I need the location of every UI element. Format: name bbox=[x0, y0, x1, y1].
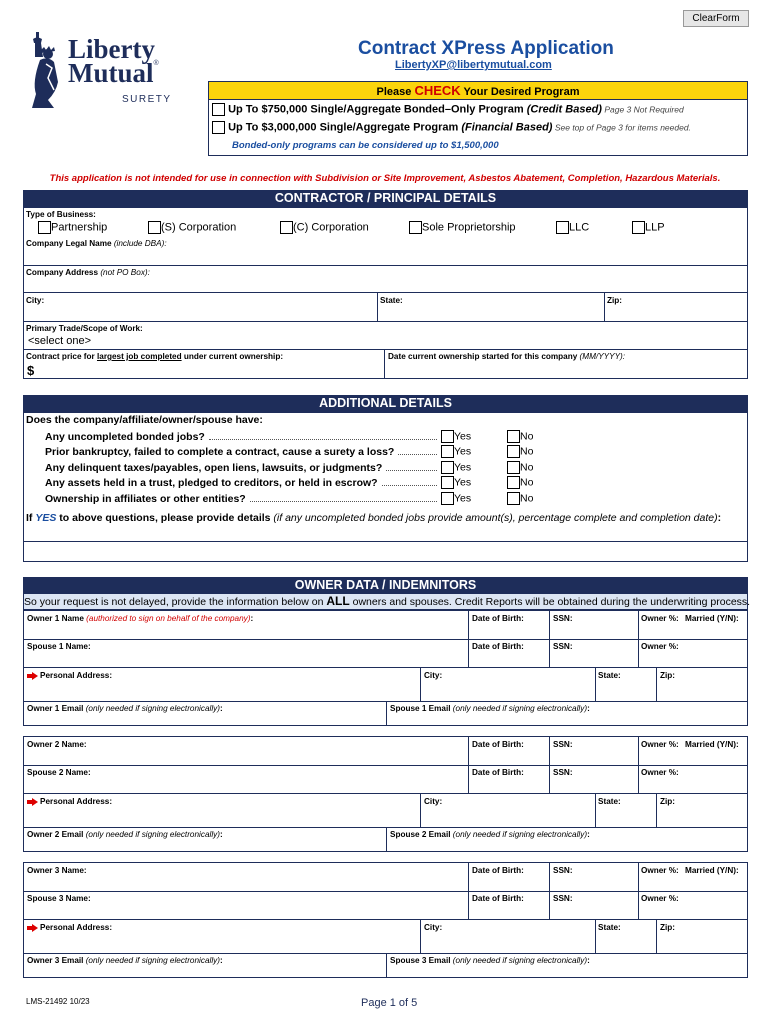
liberty-mutual-logo bbox=[24, 30, 172, 110]
owner-state-field[interactable]: State: bbox=[598, 671, 621, 680]
spouse-ssn-field[interactable]: SSN: bbox=[553, 894, 573, 903]
owner-married-field[interactable]: Married (Y/N): bbox=[685, 740, 739, 749]
owner-email-field[interactable]: Owner 1 Email (only needed if signing electronically): bbox=[27, 704, 223, 713]
checkbox-program-3m[interactable] bbox=[212, 121, 225, 134]
question-row bbox=[45, 459, 545, 474]
personal-address-field[interactable]: Personal Address: bbox=[27, 671, 112, 680]
owner-married-field[interactable]: Married (Y/N): bbox=[685, 866, 739, 875]
question-text: Any uncompleted bonded jobs? bbox=[45, 431, 441, 443]
spouse-ssn-field[interactable]: SSN: bbox=[553, 768, 573, 777]
checkbox-yes[interactable] bbox=[441, 492, 454, 505]
red-arrow-icon bbox=[27, 798, 38, 806]
answer-yes[interactable]: Yes bbox=[441, 492, 507, 505]
owner-dob-field[interactable]: Date of Birth: bbox=[472, 614, 524, 623]
owner-state-field[interactable]: State: bbox=[598, 923, 621, 932]
logo-mutual-text: Mutual bbox=[68, 58, 154, 88]
legal-name-field[interactable]: Company Legal Name (include DBA): bbox=[26, 239, 167, 248]
disclaimer: This application is not intended for use in connection with Subdivision or Site Improvement, Asbestos Abatement, Completion, Hazardous Materials. bbox=[49, 173, 721, 184]
contact-email-link[interactable]: LibertyXP@libertymutual.com bbox=[395, 59, 552, 71]
owner-married-field[interactable]: Married (Y/N): bbox=[685, 614, 739, 623]
owner-email-field[interactable]: Owner 2 Email (only needed if signing electronically): bbox=[27, 830, 223, 839]
spouse-name-field[interactable]: Spouse 3 Name: bbox=[27, 894, 91, 903]
program-option-3m[interactable]: Up To $3,000,000 Single/Aggregate Program (Financial Based) See top of Page 3 for items needed. bbox=[212, 121, 691, 134]
question-row bbox=[45, 474, 545, 489]
owner-email-field[interactable]: Owner 3 Email (only needed if signing electronically): bbox=[27, 956, 223, 965]
checkbox-llc[interactable] bbox=[556, 221, 569, 234]
checkbox-yes[interactable] bbox=[441, 461, 454, 474]
business-type-llc[interactable]: LLC bbox=[556, 221, 589, 234]
bonded-only-note: Bonded-only programs can be considered up to $1,500,000 bbox=[232, 140, 499, 151]
owner-dob-field[interactable]: Date of Birth: bbox=[472, 740, 524, 749]
registered-mark: ® bbox=[153, 60, 159, 67]
answer-yes[interactable]: Yes bbox=[441, 445, 507, 458]
primary-trade-label: Primary Trade/Scope of Work: bbox=[26, 324, 143, 333]
question-text: Any assets held in a trust, pledged to creditors, or held in escrow? bbox=[45, 477, 441, 489]
largest-job-input[interactable]: $ bbox=[27, 363, 35, 378]
checkbox-program-750k[interactable] bbox=[212, 103, 225, 116]
logo-surety-text: SURETY bbox=[122, 94, 172, 105]
spouse-name-field[interactable]: Spouse 2 Name: bbox=[27, 768, 91, 777]
spouse-percent-field[interactable]: Owner %: bbox=[641, 768, 679, 777]
check-emphasis: CHECK bbox=[414, 83, 461, 98]
question-text: Ownership in affiliates or other entities? bbox=[45, 493, 441, 505]
answer-no[interactable]: No bbox=[507, 461, 533, 474]
question-text: Prior bankruptcy, failed to complete a contract, cause a surety a loss? bbox=[45, 446, 441, 458]
owner-city-field[interactable]: City: bbox=[424, 923, 443, 932]
spouse-percent-field[interactable]: Owner %: bbox=[641, 642, 679, 651]
form-code: LMS-21492 10/23 bbox=[26, 997, 90, 1006]
owner-section-note: So your request is not delayed, provide the information below on ALL owners and spouses. Credit Reports will be obtained during the underwriting process. bbox=[24, 594, 751, 608]
owner-name-field[interactable]: Owner 1 Name (authorized to sign on behalf of the company): bbox=[27, 614, 254, 623]
state-field[interactable]: State: bbox=[380, 296, 403, 305]
owner-block bbox=[23, 862, 748, 978]
owner-name-field[interactable]: Owner 2 Name: bbox=[27, 740, 87, 749]
details-input[interactable] bbox=[24, 542, 747, 561]
answer-no[interactable]: No bbox=[507, 430, 533, 443]
owner-city-field[interactable]: City: bbox=[424, 797, 443, 806]
page-title: Contract XPress Application bbox=[358, 38, 614, 59]
red-arrow-icon bbox=[27, 924, 38, 932]
answer-no[interactable]: No bbox=[507, 476, 533, 489]
owner-city-field[interactable]: City: bbox=[424, 671, 443, 680]
owner-percent-field[interactable]: Owner %: bbox=[641, 866, 679, 875]
statue-of-liberty-icon bbox=[24, 30, 68, 110]
spouse-ssn-field[interactable]: SSN: bbox=[553, 642, 573, 651]
checkbox-llp[interactable] bbox=[632, 221, 645, 234]
checkbox-sole-prop[interactable] bbox=[409, 221, 422, 234]
spouse-name-field[interactable]: Spouse 1 Name: bbox=[27, 642, 91, 651]
spouse-dob-field[interactable]: Date of Birth: bbox=[472, 894, 524, 903]
spouse-percent-field[interactable]: Owner %: bbox=[641, 894, 679, 903]
company-address-field[interactable]: Company Address (not PO Box): bbox=[26, 268, 150, 277]
business-type-s-corp[interactable]: (S) Corporation bbox=[148, 221, 236, 234]
answer-yes[interactable]: Yes bbox=[441, 461, 507, 474]
spouse-email-field[interactable]: Spouse 1 Email (only needed if signing electronically): bbox=[390, 704, 590, 713]
checkbox-no[interactable] bbox=[507, 476, 520, 489]
answer-no[interactable]: No bbox=[507, 445, 533, 458]
checkbox-yes[interactable] bbox=[441, 430, 454, 443]
answer-yes[interactable]: Yes bbox=[441, 430, 507, 443]
if-yes-instruction: If YES to above questions, please provide details (if any uncompleted bonded jobs provide amount(s), percentage complete and completion date): bbox=[26, 512, 722, 524]
owner-percent-field[interactable]: Owner %: bbox=[641, 740, 679, 749]
additional-section-header: ADDITIONAL DETAILS bbox=[23, 395, 748, 412]
clear-form-button[interactable]: ClearForm bbox=[683, 10, 749, 27]
business-type-partnership[interactable]: Partnership bbox=[38, 221, 107, 234]
question-row bbox=[45, 490, 545, 505]
spouse-email-field[interactable]: Spouse 2 Email (only needed if signing electronically): bbox=[390, 830, 590, 839]
primary-trade-select[interactable]: <select one> bbox=[28, 335, 91, 347]
page-number: Page 1 of 5 bbox=[361, 997, 418, 1009]
checkbox-c-corp[interactable] bbox=[280, 221, 293, 234]
personal-address-field[interactable]: Personal Address: bbox=[27, 923, 112, 932]
personal-address-field[interactable]: Personal Address: bbox=[27, 797, 112, 806]
checkbox-no[interactable] bbox=[507, 492, 520, 505]
red-arrow-icon bbox=[27, 672, 38, 680]
additional-intro: Does the company/affiliate/owner/spouse have: bbox=[26, 414, 263, 426]
owner-state-field[interactable]: State: bbox=[598, 797, 621, 806]
checkbox-no[interactable] bbox=[507, 445, 520, 458]
program-option-750k[interactable]: Up To $750,000 Single/Aggregate Bonded–Only Program (Credit Based) Page 3 Not Required bbox=[212, 103, 684, 116]
program-header: Please CHECK Your Desired Program bbox=[208, 81, 748, 100]
owner-section-header: OWNER DATA / INDEMNITORS bbox=[23, 577, 748, 593]
answer-no[interactable]: No bbox=[507, 492, 533, 505]
spouse-dob-field[interactable]: Date of Birth: bbox=[472, 768, 524, 777]
owner-block bbox=[23, 610, 748, 726]
business-type-llp[interactable]: LLP bbox=[632, 221, 665, 234]
zip-field[interactable]: Zip: bbox=[607, 296, 623, 305]
owner-ssn-field[interactable]: SSN: bbox=[553, 614, 573, 623]
owner-dob-field[interactable]: Date of Birth: bbox=[472, 866, 524, 875]
business-type-sole-prop[interactable]: Sole Proprietorship bbox=[409, 221, 516, 234]
owner-ssn-field[interactable]: SSN: bbox=[553, 866, 573, 875]
checkbox-partnership[interactable] bbox=[38, 221, 51, 234]
owner-percent-field[interactable]: Owner %: bbox=[641, 614, 679, 623]
owner-zip-field[interactable]: Zip: bbox=[660, 671, 676, 680]
contractor-section-header: CONTRACTOR / PRINCIPAL DETAILS bbox=[23, 190, 748, 207]
owner-block bbox=[23, 736, 748, 852]
logo-liberty-text: Liberty bbox=[68, 34, 155, 64]
city-field[interactable]: City: bbox=[26, 296, 45, 305]
checkbox-no[interactable] bbox=[507, 461, 520, 474]
owner-name-field[interactable]: Owner 3 Name: bbox=[27, 866, 87, 875]
ownership-date-field[interactable]: Date current ownership started for this company (MM/YYYY): bbox=[388, 352, 626, 361]
checkbox-yes[interactable] bbox=[441, 445, 454, 458]
question-row bbox=[45, 443, 545, 458]
owner-zip-field[interactable]: Zip: bbox=[660, 923, 676, 932]
spouse-email-field[interactable]: Spouse 3 Email (only needed if signing electronically): bbox=[390, 956, 590, 965]
checkbox-yes[interactable] bbox=[441, 476, 454, 489]
type-of-business-label: Type of Business: bbox=[26, 210, 96, 219]
largest-job-label: Contract price for largest job completed under current ownership: bbox=[26, 352, 284, 361]
checkbox-s-corp[interactable] bbox=[148, 221, 161, 234]
question-row bbox=[45, 428, 545, 443]
spouse-dob-field[interactable]: Date of Birth: bbox=[472, 642, 524, 651]
owner-zip-field[interactable]: Zip: bbox=[660, 797, 676, 806]
question-text: Any delinquent taxes/payables, open liens, lawsuits, or judgments? bbox=[45, 462, 441, 474]
business-type-c-corp[interactable]: (C) Corporation bbox=[280, 221, 369, 234]
checkbox-no[interactable] bbox=[507, 430, 520, 443]
answer-yes[interactable]: Yes bbox=[441, 476, 507, 489]
owner-ssn-field[interactable]: SSN: bbox=[553, 740, 573, 749]
